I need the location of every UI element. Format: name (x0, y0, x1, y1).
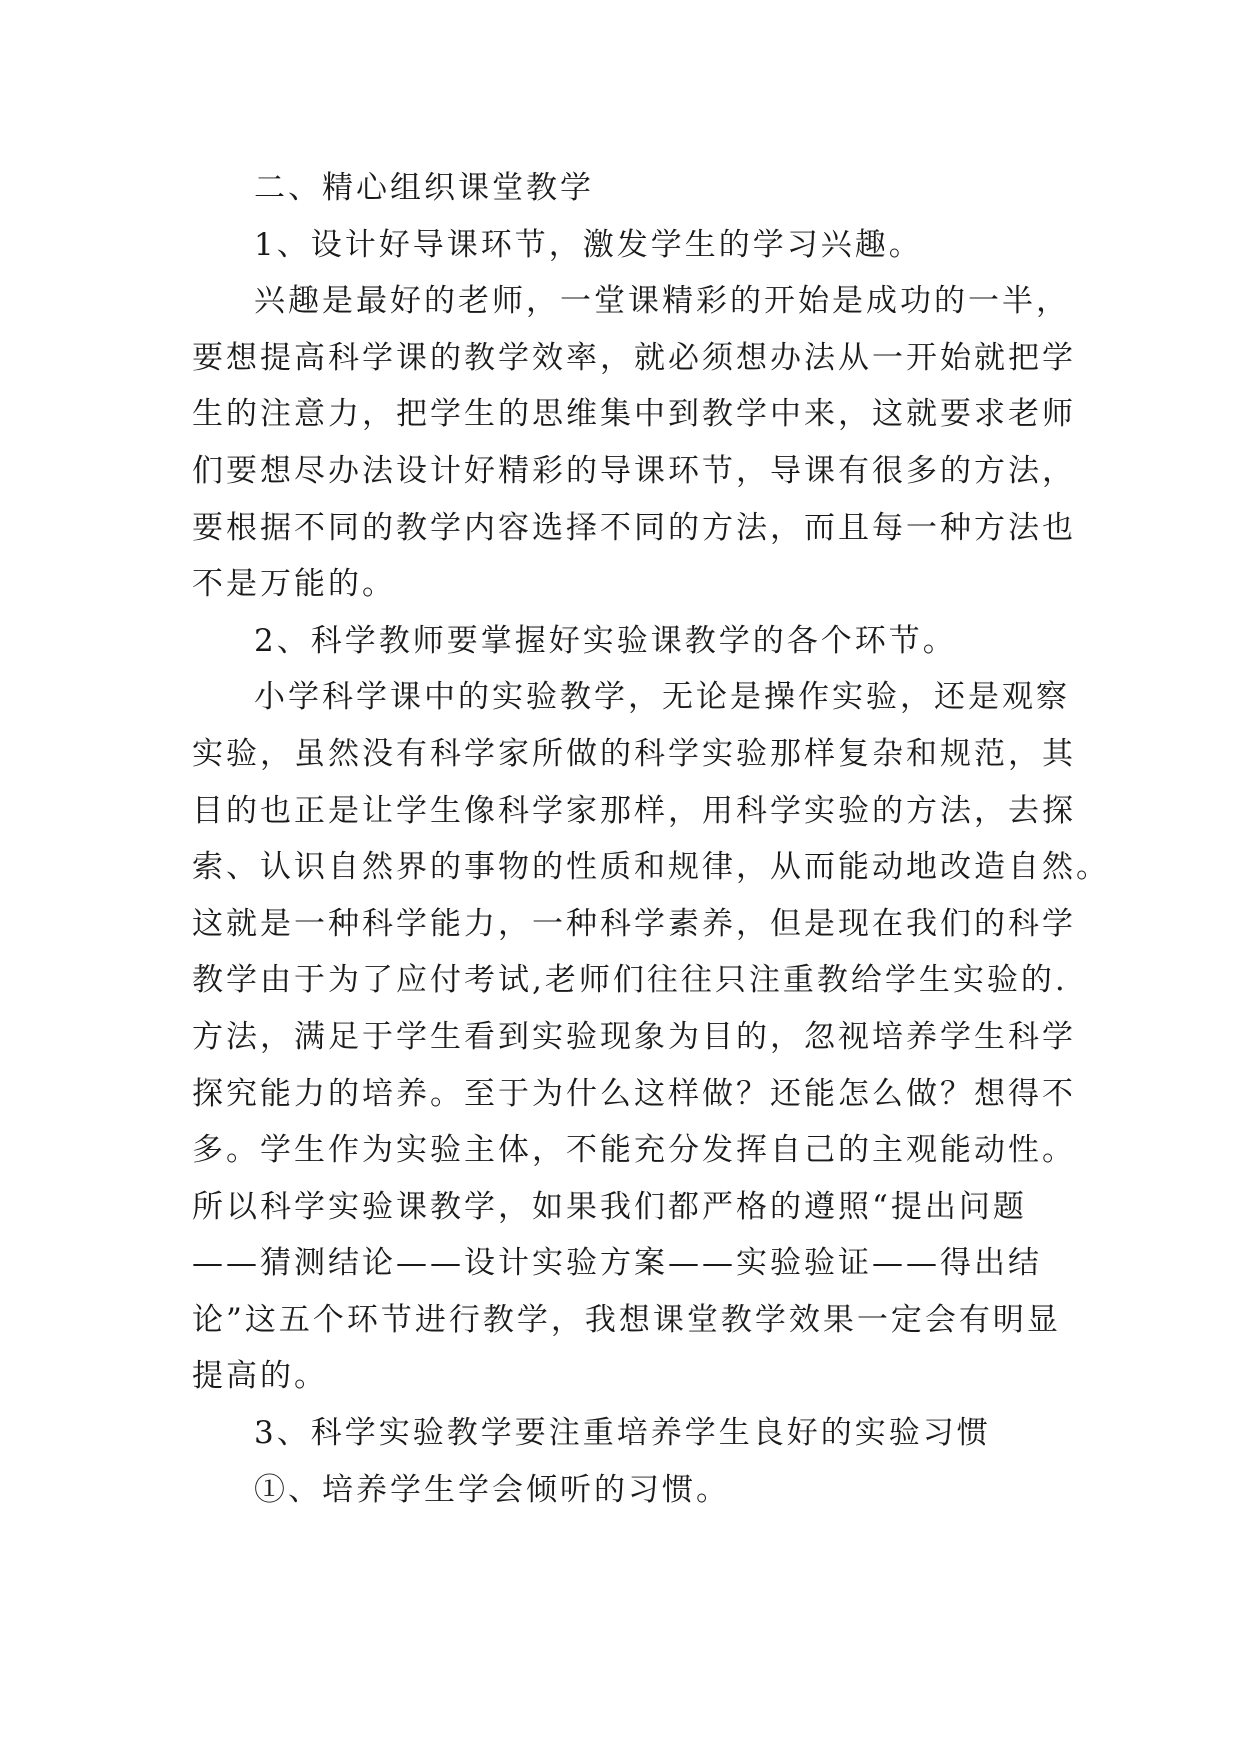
paragraph-2-line-5: 这就是一种科学能力，一种科学素养，但是现在我们的科学 (192, 905, 1076, 942)
subheading-1: 1、设计好导课环节，激发学生的学习兴趣。 (254, 226, 923, 263)
paragraph-2-line-3: 目的也正是让学生像科学家那样，用科学实验的方法，去探 (192, 792, 1076, 829)
paragraph-1-line-1: 兴趣是最好的老师，一堂课精彩的开始是成功的一半， (254, 283, 1070, 320)
paragraph-1-line-3: 生的注意力，把学生的思维集中到教学中来，这就要求老师 (192, 396, 1076, 433)
paragraph-2-line-12: 论”这五个环节进行教学，我想课堂教学效果一定会有明显 (192, 1301, 1061, 1338)
subheading-2: 2、科学教师要掌握好实验课教学的各个环节。 (254, 622, 957, 659)
list-item-1: ①、培养学生学会倾听的习惯。 (254, 1471, 730, 1508)
paragraph-2-line-6: 教学由于为了应付考试,老师们往往只注重教给学生实验的. (192, 962, 1068, 999)
paragraph-1-line-5: 要根据不同的教学内容选择不同的方法，而且每一种方法也 (192, 509, 1076, 546)
paragraph-2-line-13: 提高的。 (192, 1358, 328, 1395)
paragraph-2-line-10: 所以科学实验课教学，如果我们都严格的遵照“提出问题 (192, 1188, 1027, 1225)
paragraph-1-line-2: 要想提高科学课的教学效率，就必须想办法从一开始就把学 (192, 339, 1076, 376)
paragraph-2-line-8: 探究能力的培养。至于为什么这样做？还能怎么做？想得不 (192, 1075, 1076, 1112)
paragraph-2-line-2: 实验，虽然没有科学家所做的科学实验那样复杂和规范，其 (192, 735, 1076, 772)
paragraph-2-line-1: 小学科学课中的实验教学，无论是操作实验，还是观察 (254, 679, 1070, 716)
section-heading: 二、精心组织课堂教学 (254, 170, 594, 206)
paragraph-1-line-4: 们要想尽办法设计好精彩的导课环节，导课有很多的方法， (192, 452, 1076, 489)
paragraph-2-line-11: ——猜测结论——设计实验方案——实验验证——得出结 (192, 1245, 1042, 1282)
paragraph-2-line-9: 多。学生作为实验主体，不能充分发挥自己的主观能动性。 (192, 1132, 1076, 1169)
subheading-3: 3、科学实验教学要注重培养学生良好的实验习惯 (254, 1415, 991, 1452)
paragraph-2-line-4: 索、认识自然界的事物的性质和规律，从而能动地改造自然。 (192, 849, 1110, 886)
document-body (192, 160, 1110, 1518)
paragraph-1-line-6: 不是万能的。 (192, 566, 396, 603)
paragraph-2-line-7: 方法，满足于学生看到实验现象为目的，忽视培养学生科学 (192, 1018, 1076, 1055)
